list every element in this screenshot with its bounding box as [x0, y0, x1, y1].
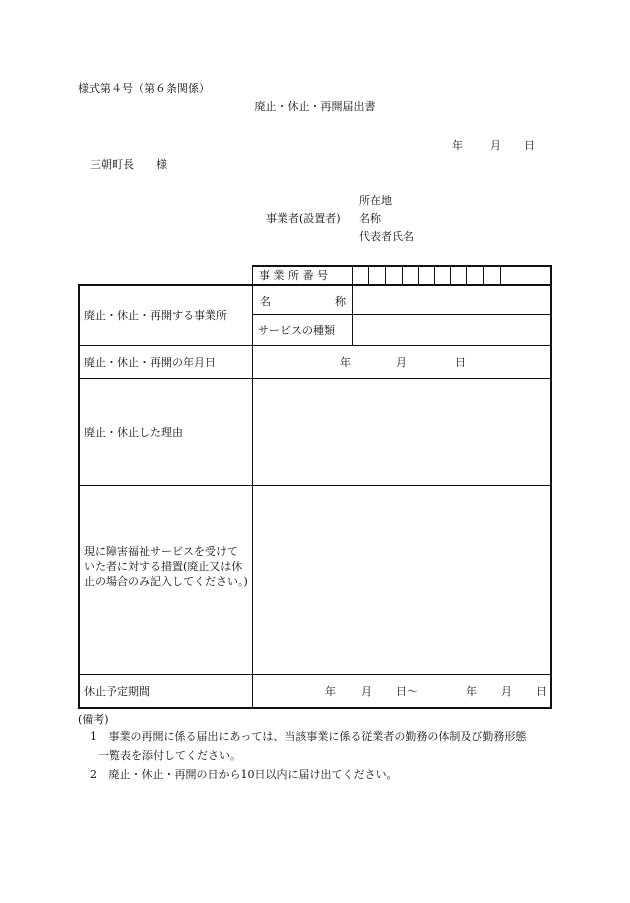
notes-heading: (備考)	[78, 713, 109, 726]
date-year: 年	[452, 139, 463, 152]
digit-box-line	[385, 265, 386, 285]
name-label-left: 名	[260, 295, 271, 308]
period-to-day: 日	[536, 685, 547, 698]
table-line	[78, 284, 80, 709]
digit-box-line	[483, 265, 484, 285]
table-line	[78, 707, 552, 709]
note-item-1	[90, 728, 526, 746]
table-line	[78, 284, 552, 286]
date-label: 廃止・休止・再開の年月日	[84, 356, 216, 369]
note-1-text: 事業の再開に係る届出にあっては、当該事業に係る従業者の勤務の体制及び勤務形態	[108, 730, 527, 743]
date-day-label: 日	[455, 356, 466, 369]
addressee	[90, 159, 167, 170]
operator-label: 事業者(設置者)	[266, 212, 341, 225]
table-line	[78, 485, 552, 486]
representative-label: 代表者氏名	[359, 230, 414, 243]
table-line	[78, 674, 552, 675]
service-type-label: サービスの種類	[258, 324, 335, 337]
period-from-year: 年	[325, 685, 336, 698]
period-label: 休止予定期間	[84, 685, 150, 698]
note-item-2	[90, 766, 398, 784]
digit-box-line	[418, 265, 419, 285]
table-line	[252, 265, 253, 709]
addressee-name: 三朝町長	[90, 158, 134, 171]
reason-label: 廃止・休止した理由	[84, 426, 183, 439]
note-2-number: 2	[90, 768, 97, 781]
date-month: 月	[490, 139, 501, 152]
period-from-month: 月	[361, 685, 372, 698]
table-line	[252, 314, 552, 315]
office-label: 廃止・休止・再開する事業所	[84, 309, 227, 322]
office-number-label: 事 業 所 番 号	[259, 269, 328, 282]
note-1-number: 1	[90, 730, 97, 743]
digit-box-line	[450, 265, 451, 285]
measures-label: 現に障害福祉サービスを受けていた者に対する措置(廃止又は休止の場合のみ記入してください。)	[84, 545, 248, 588]
table-line	[550, 265, 552, 709]
date-day: 日	[524, 139, 535, 152]
digit-box-line	[466, 265, 467, 285]
operator-name-label: 名称	[359, 212, 381, 225]
address-label: 所在地	[359, 194, 392, 207]
date-year-label: 年	[340, 356, 351, 369]
submission-date	[452, 140, 535, 151]
table-line	[78, 378, 552, 379]
period-to-year: 年	[466, 685, 477, 698]
period-to-month: 月	[501, 685, 512, 698]
addressee-honorific: 様	[156, 158, 167, 171]
table-line	[352, 265, 353, 346]
note-item-1-continued: 一覧表を添付してください。	[98, 749, 241, 762]
digit-box-line	[368, 265, 369, 285]
name-label-right: 称	[335, 295, 346, 308]
note-2-text: 廃止・休止・再開の日から10日以内に届け出てください。	[108, 768, 398, 781]
date-month-label: 月	[396, 356, 407, 369]
form-number: 様式第４号（第６条関係）	[78, 82, 210, 95]
digit-box-line	[402, 265, 403, 285]
table-line	[78, 345, 552, 346]
digit-box-line	[434, 265, 435, 285]
document-title: 廃止・休止・再開届出書	[254, 100, 376, 113]
period-from-day: 日～	[396, 685, 418, 698]
digit-box-line	[500, 265, 501, 285]
